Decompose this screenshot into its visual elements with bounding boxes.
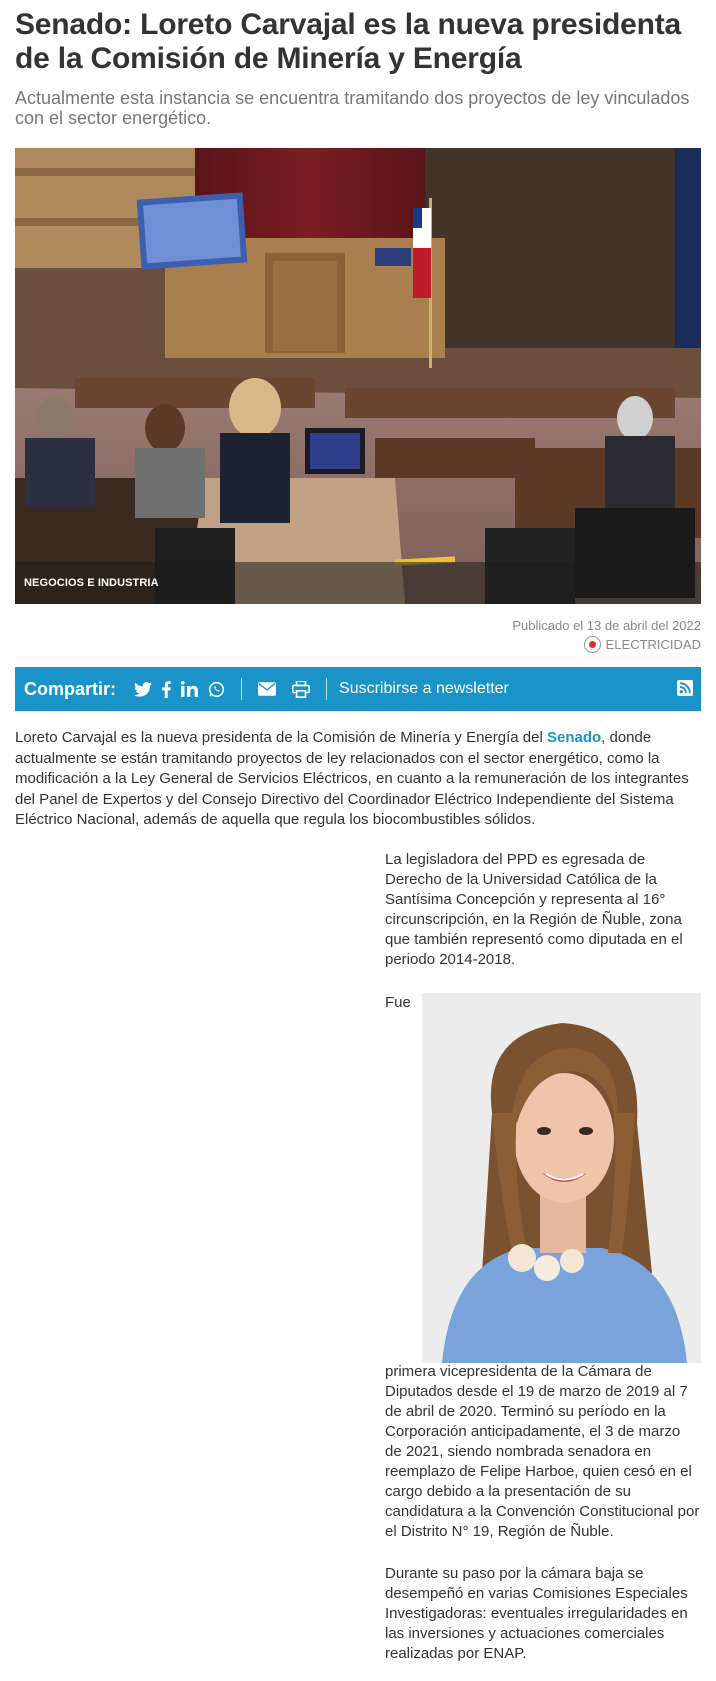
linkedin-icon[interactable]	[181, 679, 198, 699]
portrait-image	[422, 993, 701, 1363]
twitter-icon[interactable]	[134, 679, 152, 699]
email-icon[interactable]	[258, 679, 276, 699]
paragraph-4: Durante su paso por la cámara baja se desempeñó en varias Comisiones Especiales Investigadoras: eventuales irregularidades en las inversiones y actuaciones comerciales realizadas por ENAP.	[385, 1565, 688, 1662]
published-date: Publicado el 13 de abril del 2022	[512, 618, 701, 633]
share-label: Compartir:	[24, 678, 117, 699]
share-separator	[241, 678, 242, 700]
newsletter-link[interactable]: Suscribirse a newsletter	[339, 680, 509, 697]
share-bar	[15, 667, 701, 711]
hero-image[interactable]	[15, 148, 701, 604]
article-lead: Loreto Carvajal es la nueva presidenta de la Comisión de Minería y Energía del Senado, donde actualmente se están tramitando proyectos de ley relacionados con el sector energético, como la modificación a la Ley General de Servicios Eléctricos, en cuanto a la remuneración de los integrantes del Panel de Expertos y del Consejo Directivo del Coordinador Eléctrico Independiente del Sistema Eléctrico Nacional, además de aquella que regula los biocombustibles sólidos.	[15, 729, 689, 828]
senate-chamber-photo	[15, 148, 701, 604]
paragraph-2: La legisladora del PPD es egresada de Derecho de la Universidad Católica de la Santísima Concepción y representa al 16° circunscripción, en la Región de Ñuble, zona que también representó como diputada en el periodo 2014-2018.	[385, 851, 683, 968]
paragraph-3: primera vicepresidenta de la Cámara de Diputados desde el 19 de marzo de 2019 al 7 de abril de 2020. Terminó su período en la Corporación anticipadamente, el 3 de marzo de 2021, siendo nombrada senadora en reemplazo de Felipe Harboe, quien cesó en el cargo debido a la presentación de su candidatura a la Convención Constitucional por el Distrito N° 19, Región de Ñuble.	[385, 1363, 700, 1540]
article-title: Senado: Loreto Carvajal es la nueva presidenta de la Comisión de Minería y Energía	[15, 8, 682, 75]
share-icons	[134, 678, 333, 700]
paragraph-3-start: Fue	[385, 994, 411, 1011]
hero-category-overlay	[15, 562, 701, 604]
facebook-icon[interactable]	[162, 679, 171, 699]
rss-icon[interactable]	[677, 680, 693, 701]
article-subtitle: Actualmente esta instancia se encuentra tramitando dos proyectos de ley vinculados con el sector energético.	[15, 88, 690, 128]
whatsapp-icon[interactable]	[208, 679, 225, 699]
print-icon[interactable]	[292, 679, 310, 699]
woman-portrait-photo	[422, 993, 701, 1363]
article	[15, 0, 701, 1662]
tag[interactable]	[584, 636, 701, 653]
tag-label: ELECTRICIDAD	[605, 637, 701, 652]
share-separator-2	[326, 678, 327, 700]
senado-link[interactable]: Senado	[546, 729, 602, 746]
hero-category-label[interactable]: NEGOCIOS E INDUSTRIA	[24, 577, 159, 589]
tag-dot-icon	[584, 636, 601, 653]
